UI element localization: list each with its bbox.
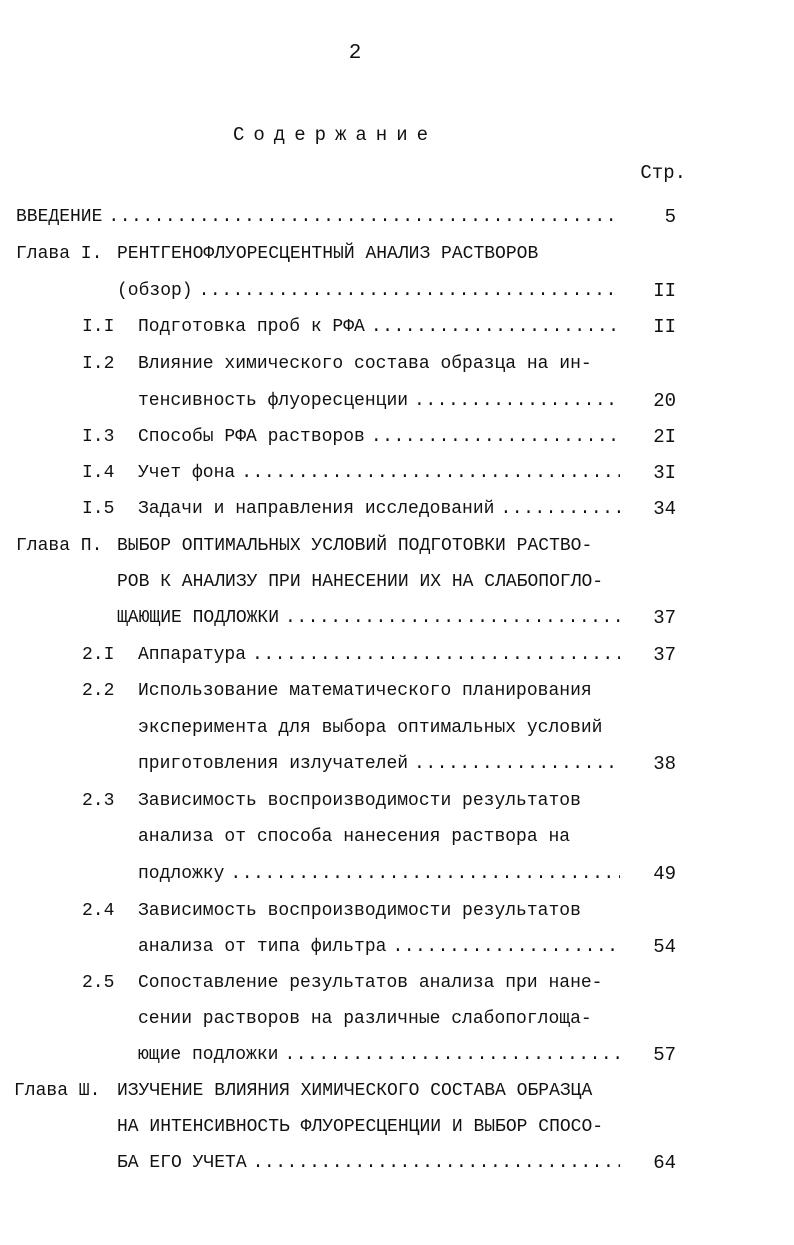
toc-entry-text: (обзор) — [117, 281, 193, 301]
section-title-line: Сопоставление результатов анализа при нане- — [138, 973, 603, 993]
toc-entry-chapter-2 — [117, 605, 620, 631]
toc-page-number: 54 — [653, 936, 676, 958]
section-title-line: Использование математического планирования — [138, 681, 592, 701]
toc-entry-section-1-5 — [138, 496, 620, 522]
section-number: I.3 — [82, 427, 115, 447]
section-title-line: анализа от способа нанесения раствора на — [138, 827, 571, 847]
toc-entry-text: приготовления излучателей — [138, 754, 409, 774]
section-number: I.2 — [82, 354, 115, 374]
section-number: 2.I — [82, 645, 115, 665]
section-number: I.I — [82, 317, 115, 337]
toc-page-number: 57 — [653, 1044, 676, 1066]
toc-entry-text: анализа от типа фильтра — [138, 937, 387, 957]
toc-entry-section-2-3 — [138, 861, 620, 887]
toc-page-number: 37 — [653, 644, 676, 666]
dot-leader — [241, 460, 620, 486]
toc-entry-section-1-2 — [138, 388, 620, 414]
chapter-title-line: РЕНТГЕНОФЛУОРЕСЦЕНТНЫЙ АНАЛИЗ РАСТВОРОВ — [117, 244, 539, 264]
chapter-title-line: ИЗУЧЕНИЕ ВЛИЯНИЯ ХИМИЧЕСКОГО СОСТАВА ОБРАЗЦА — [117, 1081, 593, 1101]
toc-entry-chapter-3 — [117, 1150, 620, 1176]
dot-leader — [252, 642, 620, 668]
section-number: 2.4 — [82, 901, 115, 921]
dot-leader — [500, 496, 620, 522]
toc-entry-text: БА ЕГО УЧЕТА — [117, 1153, 247, 1173]
toc-entry-text: Аппаратура — [138, 645, 247, 665]
dot-leader — [371, 314, 620, 340]
toc-entry-text: ющие подложки — [138, 1045, 279, 1065]
chapter-title-line: НА ИНТЕНСИВНОСТЬ ФЛУОРЕСЦЕНЦИИ И ВЫБОР СПОСО- — [117, 1117, 604, 1137]
dot-leader — [414, 388, 620, 414]
toc-entry-section-1-3 — [138, 424, 620, 450]
chapter-label: Глава I. — [16, 244, 103, 264]
toc-page-number: 5 — [664, 206, 676, 228]
section-number: I.4 — [82, 463, 115, 483]
toc-entry-text: тенсивность флуоресценции — [138, 391, 409, 411]
toc-page-number: 37 — [653, 607, 676, 629]
page-title: Содержание — [232, 124, 438, 146]
toc-entry-section-2-4 — [138, 934, 620, 960]
toc-page-number: 49 — [653, 863, 676, 885]
section-title-line: Зависимость воспроизводимости результатов — [138, 901, 581, 921]
section-title-line: сении растворов на различные слабопоглоща- — [138, 1009, 592, 1029]
toc-page-number: 2I — [653, 426, 676, 448]
toc-entry-text: ЩАЮЩИЕ ПОДЛОЖКИ — [117, 608, 280, 628]
chapter-label: Глава Ш. — [14, 1081, 101, 1101]
section-number: 2.2 — [82, 681, 115, 701]
toc-entry-section-2-1 — [138, 642, 620, 668]
toc-entry-section-2-2 — [138, 751, 620, 777]
toc-entry-section-2-5 — [138, 1042, 620, 1068]
dot-leader — [285, 605, 620, 631]
dot-leader — [253, 1150, 620, 1176]
toc-page-number: 20 — [653, 390, 676, 412]
toc-entry-text: подложку — [138, 864, 225, 884]
section-number: 2.3 — [82, 791, 115, 811]
toc-entry-introduction — [16, 204, 620, 230]
chapter-label: Глава П. — [16, 536, 103, 556]
toc-entry-chapter-1 — [117, 278, 620, 304]
toc-page-number: II — [653, 280, 676, 302]
dot-leader — [414, 751, 620, 777]
toc-page-number: 38 — [653, 753, 676, 775]
chapter-title-line: РОВ К АНАЛИЗУ ПРИ НАНЕСЕНИИ ИХ НА СЛАБОПОГЛО- — [117, 572, 604, 592]
dot-leader — [284, 1042, 620, 1068]
dot-leader — [199, 278, 620, 304]
page-number: 2 — [348, 42, 362, 65]
page-column-label: Стр. — [640, 162, 686, 184]
toc-entry-text: Способы РФА растворов — [138, 427, 365, 447]
toc-entry-text: Учет фона — [138, 463, 236, 483]
section-title-line: Зависимость воспроизводимости результатов — [138, 791, 581, 811]
toc-entry-section-1-4 — [138, 460, 620, 486]
toc-entry-text: Подготовка проб к РФА — [138, 317, 365, 337]
toc-entry-section-1-1 — [138, 314, 620, 340]
dot-leader — [230, 861, 620, 887]
toc-entry-text: ВВЕДЕНИЕ — [16, 207, 103, 227]
section-title-line: Влияние химического состава образца на ин- — [138, 354, 592, 374]
section-title-line: эксперимента для выбора оптимальных условий — [138, 718, 603, 738]
chapter-title-line: ВЫБОР ОПТИМАЛЬНЫХ УСЛОВИЙ ПОДГОТОВКИ РАСТВО- — [117, 536, 593, 556]
toc-page-number: 34 — [653, 498, 676, 520]
toc-page-number: 64 — [653, 1152, 676, 1174]
toc-page-number: II — [653, 316, 676, 338]
dot-leader — [392, 934, 620, 960]
dot-leader — [371, 424, 620, 450]
section-number: 2.5 — [82, 973, 115, 993]
dot-leader — [108, 204, 620, 230]
toc-entry-text: Задачи и направления исследований — [138, 499, 495, 519]
toc-page-number: 3I — [653, 462, 676, 484]
section-number: I.5 — [82, 499, 115, 519]
